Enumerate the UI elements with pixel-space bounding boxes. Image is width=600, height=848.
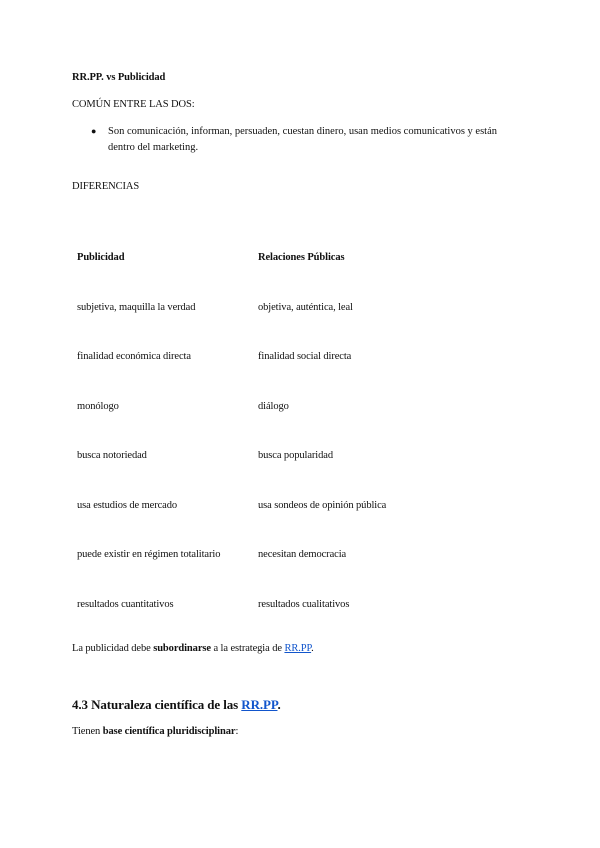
common-label: COMÚN ENTRE LAS DOS:: [72, 99, 195, 110]
conclusion-period: .: [311, 643, 314, 654]
bullet-marker: ●: [91, 126, 97, 136]
conclusion-paragraph: [72, 643, 314, 654]
bullet-text: [108, 124, 497, 156]
table-cell: finalidad social directa: [258, 351, 352, 362]
section-heading: [72, 697, 281, 713]
conclusion-bold: subordinarse: [153, 643, 211, 654]
section-heading-text: 4.3 Naturaleza científica de las: [72, 697, 242, 712]
bullet-line-1: Son comunicación, informan, persuaden, cuestan dinero, usan medios comunicativos y están: [108, 126, 497, 137]
table-cell: usa estudios de mercado: [77, 500, 178, 511]
table-cell: puede existir en régimen totalitario: [77, 549, 221, 560]
bullet-line-2: dentro del marketing.: [108, 142, 199, 153]
rrpp-link[interactable]: RR.PP: [284, 643, 312, 654]
science-bold: base científica pluridisciplinar: [102, 726, 236, 737]
table-cell: resultados cualitativos: [258, 599, 350, 610]
table-cell: busca notoriedad: [77, 450, 147, 461]
differences-label: DIFERENCIAS: [72, 181, 140, 192]
science-paragraph: [72, 726, 238, 737]
table-cell: subjetiva, maquilla la verdad: [77, 302, 196, 313]
conclusion-text: La publicidad debe: [72, 643, 154, 654]
table-cell: finalidad económica directa: [77, 351, 191, 362]
section-rrpp-link[interactable]: RR.PP: [241, 697, 278, 712]
table-cell: diálogo: [258, 401, 289, 412]
conclusion-text-mid: a la estrategia de: [210, 643, 285, 654]
science-text: Tienen: [72, 726, 103, 737]
table-cell: resultados cuantitativos: [77, 599, 174, 610]
table-cell: usa sondeos de opinión pública: [258, 500, 387, 511]
table-header-publicidad: Publicidad: [77, 252, 125, 263]
table-cell: monólogo: [77, 401, 119, 412]
table-cell: necesitan democracia: [258, 549, 347, 560]
table-cell: busca popularidad: [258, 450, 333, 461]
table-cell: objetiva, auténtica, leal: [258, 302, 353, 313]
section-heading-period: .: [277, 697, 281, 712]
document-title: RR.PP. vs Publicidad: [72, 72, 166, 83]
table-header-rrpp: Relaciones Públicas: [258, 252, 345, 263]
science-colon: :: [235, 726, 239, 737]
